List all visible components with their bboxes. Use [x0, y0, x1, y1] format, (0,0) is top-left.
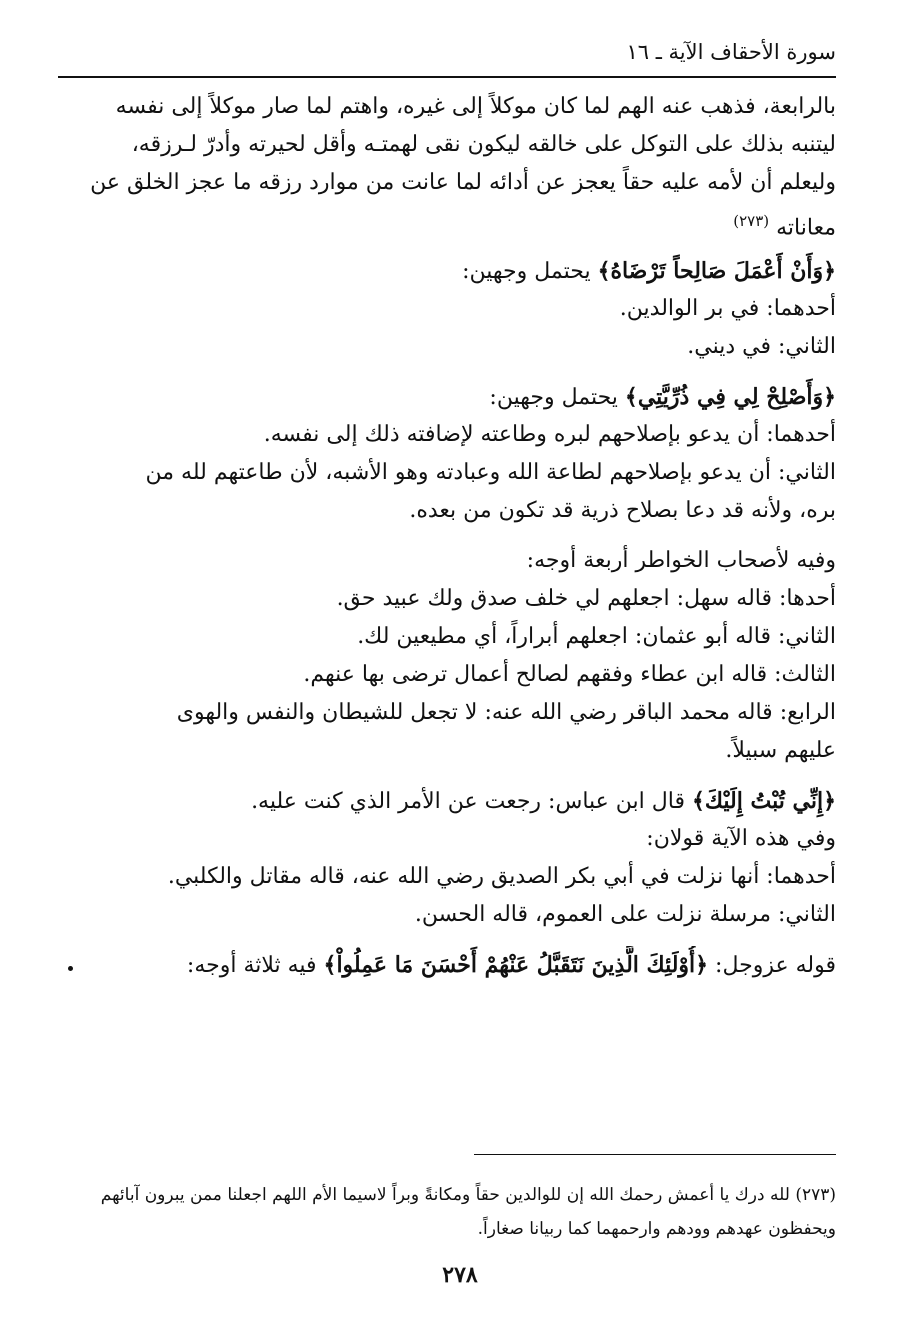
- line-text: الثاني: مرسلة نزلت على العموم، قاله الحسن.: [414, 902, 836, 927]
- footnote-line: ويحفظون عهدهم وودهم وارحمهما كما ربيانا صغاراً.: [477, 1219, 836, 1239]
- line-text: قال ابن عباس: رجعت عن الأمر الذي كنت عليه.: [251, 789, 692, 814]
- text-line: [74, 782, 836, 820]
- paragraph-gap: [74, 530, 836, 542]
- text-line: [74, 580, 836, 618]
- line-text: وفي هذه الآية قولان:: [646, 826, 836, 851]
- line-text: الرابع: قاله محمد الباقر رضي الله عنه: لا تجعل للشيطان والنفس والهوى: [176, 700, 836, 725]
- text-line: [74, 542, 836, 580]
- line-text: أحدها: قاله سهل: اجعلهم لي خلف صدق ولك عبيد حق.: [336, 586, 836, 611]
- line-text: أحدهما: في بر الوالدين.: [619, 296, 836, 321]
- margin-mark: [68, 966, 73, 971]
- line-text: فيه ثلاثة أوجه:: [186, 953, 324, 978]
- footnote-reference: (٢٧٣): [733, 212, 770, 230]
- paragraph-gap: [74, 770, 836, 782]
- line-text: ليتنبه بذلك على التوكل على خالقه ليكون نقى لهمتـه وأقل لحيرته وأدرّ لـرزقه،: [131, 132, 836, 157]
- text-line: [74, 454, 836, 492]
- text-line: [74, 492, 836, 530]
- line-text: عليهم سبيلاً.: [725, 738, 836, 763]
- line-text: بالرابعة، فذهب عنه الهم لما كان موكلاً إلى غيره، واهتم لما صار موكلاً إلى نفسه: [115, 94, 836, 119]
- line-text: يحتمل وجهين:: [489, 385, 625, 410]
- text-line: [74, 656, 836, 694]
- line-text: بره، ولأنه قد دعا بصلاح ذرية قد تكون من بعده.: [409, 498, 836, 523]
- line-text: وليعلم أن لأمه عليه حقاً يعجز عن أدائه لما عانت من موارد رزقه ما عجز الخلق عن: [90, 170, 836, 195]
- text-line: [74, 416, 836, 454]
- line-text: يحتمل وجهين:: [462, 259, 598, 284]
- line-text: الثاني: أن يدعو بإصلاحهم لطاعة الله وعبادته وهو الأشبه، لأن طاعتهم لله من: [145, 460, 836, 485]
- line-text: الثالث: قاله ابن عطاء وفقهم لصالح أعمال ترضى بها عنهم.: [303, 662, 836, 687]
- text-line: [74, 164, 836, 202]
- body-text: [74, 88, 836, 984]
- text-line: [74, 694, 836, 732]
- line-text: معاناته: [776, 215, 836, 240]
- text-line: [74, 858, 836, 896]
- quran-verse: ﴿وَأَصْلِحْ لِي فِي ذُرِّيَّتِي﴾: [624, 384, 836, 410]
- paragraph-gap: [74, 240, 836, 252]
- footnotes: [74, 1178, 836, 1246]
- line-text: أحدهما: أنها نزلت في أبي بكر الصديق رضي الله عنه، قاله مقاتل والكلبي.: [167, 864, 836, 889]
- quran-verse: ﴿إِنِّي تُبْتُ إِلَيْكَ﴾: [691, 788, 836, 814]
- line-text: قوله عزوجل:: [708, 953, 836, 978]
- text-line: [74, 202, 836, 240]
- text-line: [74, 946, 836, 984]
- paragraph-gap: [74, 366, 836, 378]
- line-text: الثاني: قاله أبو عثمان: اجعلهم أبراراً، أي مطيعين لك.: [357, 624, 836, 649]
- line-text: الثاني: في ديني.: [687, 334, 836, 359]
- page-header-title: سورة الأحقاف الآية ـ ١٦: [626, 40, 836, 64]
- line-text: وفيه لأصحاب الخواطر أربعة أوجه:: [526, 548, 836, 573]
- text-line: [74, 732, 836, 770]
- text-line: [74, 820, 836, 858]
- quran-verse: ﴿وَأَنْ أَعْمَلَ صَالِحاً تَرْضَاهُ﴾: [597, 258, 836, 284]
- text-line: [74, 126, 836, 164]
- header-divider: [58, 76, 836, 78]
- text-line: [74, 896, 836, 934]
- line-text: أحدهما: أن يدعو بإصلاحهم لبره وطاعته لإضافته ذلك إلى نفسه.: [263, 422, 836, 447]
- paragraph-gap: [74, 934, 836, 946]
- text-line: [74, 618, 836, 656]
- quran-verse: ﴿أُوْلَئِكَ الَّذِينَ نَتَقَبَّلُ عَنْهُمْ أَحْسَنَ مَا عَمِلُواْ﴾: [323, 952, 709, 978]
- footnote-line: (٢٧٣) لله درك يا أعمش رحمك الله إن للوالدين حقاً ومكانةً وبراً لاسيما الأم اللهم اجعلنا ممن يبرون آبائهم: [100, 1185, 836, 1205]
- text-line: [74, 378, 836, 416]
- text-line: [74, 88, 836, 126]
- page-number: ٢٧٨: [442, 1262, 478, 1288]
- text-line: [74, 290, 836, 328]
- footnote-divider: [474, 1154, 836, 1155]
- text-line: [74, 328, 836, 366]
- text-line: [74, 252, 836, 290]
